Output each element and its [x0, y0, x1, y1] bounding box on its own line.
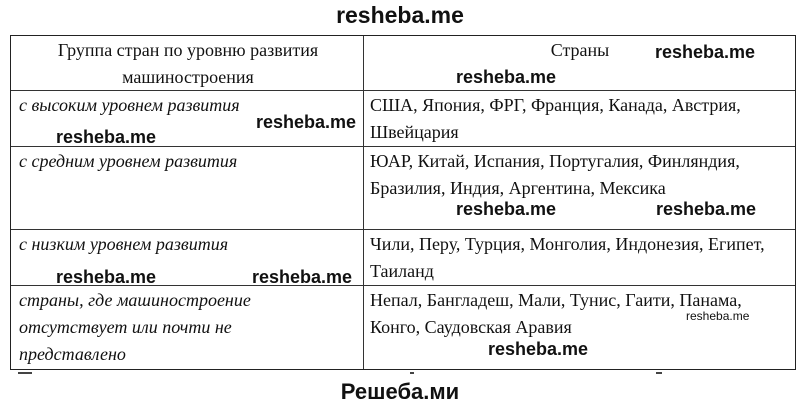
countries-cell: Чили, Перу, Турция, Монголия, Индонезия, Египет, Таиланд — [370, 234, 765, 281]
table-row — [11, 286, 795, 370]
countries-cell: США, Япония, ФРГ, Франция, Канада, Австрия, Швейцария — [370, 95, 741, 142]
watermark: resheba.me — [56, 127, 157, 147]
watermark: resheba.me — [655, 42, 756, 62]
watermark: resheba.me — [56, 267, 157, 287]
header-countries-cell: Страны — [550, 40, 610, 60]
watermark: resheba.me — [456, 199, 557, 219]
watermark-bottom: Решеба.ми — [340, 379, 460, 404]
group-cell: с низким уровнем развития — [19, 234, 229, 254]
header-group-cell: Группа стран по уровню развития машиностроения — [57, 40, 319, 87]
countries-cell: Непал, Бангладеш, Мали, Тунис, Гаити, Панама, Конго, Саудовская Аравия — [370, 290, 742, 337]
watermark: resheba.me — [488, 339, 589, 359]
group-cell: с высоким уровнем развития — [19, 95, 240, 115]
watermark: resheba.me — [256, 112, 357, 132]
watermark: resheba.me — [456, 67, 557, 87]
watermark: resheba.me — [686, 309, 750, 323]
countries-cell: ЮАР, Китай, Испания, Португалия, Финляндия, Бразилия, Индия, Аргентина, Мексика — [370, 151, 740, 198]
watermark: resheba.me — [252, 267, 353, 287]
watermark: resheba.me — [656, 199, 757, 219]
group-cell: страны, где машиностроение отсутствует или почти не представлено — [19, 290, 251, 364]
group-cell: с средним уровнем развития — [19, 151, 238, 171]
cropped-text-line — [10, 368, 796, 378]
watermark-top: resheba.me — [336, 2, 464, 28]
